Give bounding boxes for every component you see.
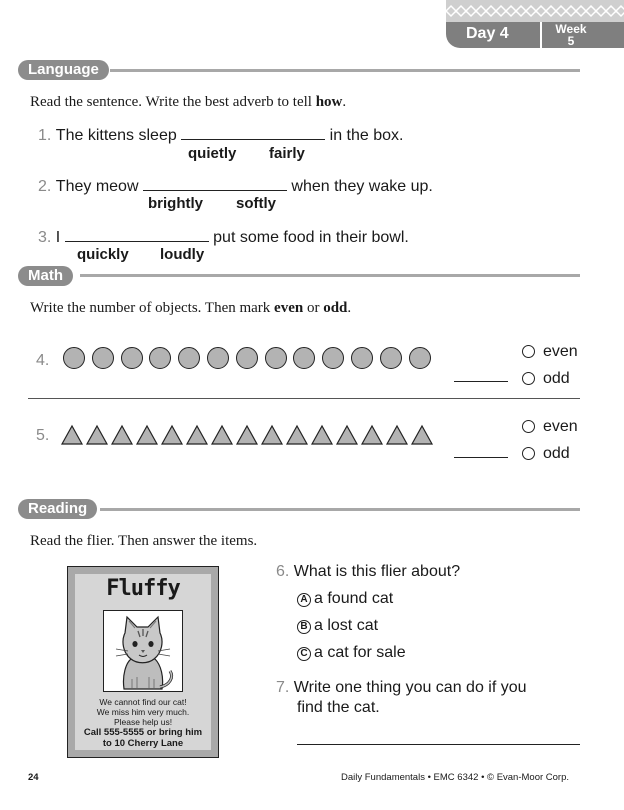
triangle-shape (62, 426, 82, 444)
triangle-shape (287, 426, 307, 444)
option-c-bubble[interactable]: C (297, 647, 311, 661)
cat-illustration (104, 611, 181, 690)
count-answer-line-4[interactable] (454, 381, 508, 382)
circle-shape (236, 347, 258, 369)
triangle-row (60, 424, 440, 446)
circle-shape (351, 347, 373, 369)
triangle-shape (362, 426, 382, 444)
math-section-title: Math (18, 266, 73, 286)
circle-shape (322, 347, 344, 369)
answer-blank-3[interactable] (65, 227, 209, 242)
reading-instruction: Read the flier. Then answer the items. (30, 533, 258, 549)
answer-blank-2[interactable] (143, 176, 287, 191)
even-label-4: even (543, 343, 578, 360)
option-b-bubble[interactable]: B (297, 620, 311, 634)
option-6c[interactable]: C a cat for sale (297, 644, 406, 662)
week-box (540, 22, 600, 49)
footer-credit: Daily Fundamentals • EMC 6342 • © Evan-Moor Corp. (341, 772, 570, 783)
language-item-1: 1. The kittens sleep in the box. (38, 127, 404, 144)
reading-section-title: Reading (18, 499, 97, 519)
zigzag-pattern-graphic (446, 0, 624, 22)
circle-shape (265, 347, 287, 369)
triangle-shape (212, 426, 232, 444)
option-a-bubble[interactable]: A (297, 593, 311, 607)
cat-photo (103, 610, 183, 692)
circle-shape (178, 347, 200, 369)
language-section-title: Language (18, 60, 109, 80)
triangle-shape (112, 426, 132, 444)
circle-shape (207, 347, 229, 369)
even-radio-4[interactable] (522, 345, 535, 358)
choice-2a: brightly (148, 195, 203, 212)
circle-shape (409, 347, 431, 369)
circle-shape (121, 347, 143, 369)
header-pattern (446, 0, 624, 22)
triangle-shape (87, 426, 107, 444)
triangle-shape (262, 426, 282, 444)
triangle-shape (387, 426, 407, 444)
math-item-5-number: 5. (36, 427, 50, 444)
math-row-divider (28, 398, 580, 399)
triangle-shape (162, 426, 182, 444)
language-instruction: Read the sentence. Write the best adverb to tell how. (30, 94, 347, 110)
question-7-line-2: find the cat. (297, 699, 380, 716)
triangle-shape (312, 426, 332, 444)
triangle-shape (337, 426, 357, 444)
even-radio-5[interactable] (522, 420, 535, 433)
even-label-5: even (543, 418, 578, 435)
circle-shape (380, 347, 402, 369)
language-item-2: 2. They meow when they wake up. (38, 178, 433, 195)
triangle-shape (137, 426, 157, 444)
triangle-shape (187, 426, 207, 444)
flier-line-3: Please help us! (113, 717, 173, 727)
flier-line-1: We cannot find our cat! (99, 697, 187, 707)
q7-answer-line[interactable] (297, 744, 580, 745)
option-6a[interactable]: A a found cat (297, 590, 393, 608)
math-divider (80, 274, 580, 277)
language-divider (110, 69, 580, 72)
odd-label-5: odd (543, 445, 570, 462)
triangle-shape (412, 426, 432, 444)
question-6: 6. What is this flier about? (276, 563, 461, 580)
flier-line-2: We miss him very much. (96, 707, 190, 717)
circle-shape (149, 347, 171, 369)
choice-3a: quickly (77, 246, 129, 263)
flier-title: Fluffy (106, 576, 180, 601)
flier-contact-2: to 10 Cherry Lane (102, 738, 184, 749)
question-7: 7. Write one thing you can do if you (276, 679, 527, 696)
day-label: Day 4 (466, 25, 509, 42)
flier-contact-1: Call 555-5555 or bring him (83, 727, 203, 738)
circle-shape (92, 347, 114, 369)
odd-radio-5[interactable] (522, 447, 535, 460)
language-item-3: 3. I put some food in their bowl. (38, 229, 409, 246)
reading-divider (100, 508, 580, 511)
option-6b[interactable]: B a lost cat (297, 617, 378, 635)
math-item-4-number: 4. (36, 352, 50, 369)
math-instruction: Write the number of objects. Then mark even or odd. (30, 300, 352, 316)
week-label: Week (555, 22, 587, 36)
page-number: 24 (28, 772, 39, 783)
choice-3b: loudly (160, 246, 205, 263)
odd-label-4: odd (543, 370, 570, 387)
week-number: 5 (567, 34, 575, 48)
choice-1b: fairly (269, 145, 305, 162)
circle-shape (293, 347, 315, 369)
triangle-shape (237, 426, 257, 444)
odd-radio-4[interactable] (522, 372, 535, 385)
count-answer-line-5[interactable] (454, 457, 508, 458)
choice-2b: softly (236, 195, 277, 212)
circle-shape (63, 347, 85, 369)
answer-blank-1[interactable] (181, 125, 325, 140)
choice-1a: quietly (188, 145, 237, 162)
